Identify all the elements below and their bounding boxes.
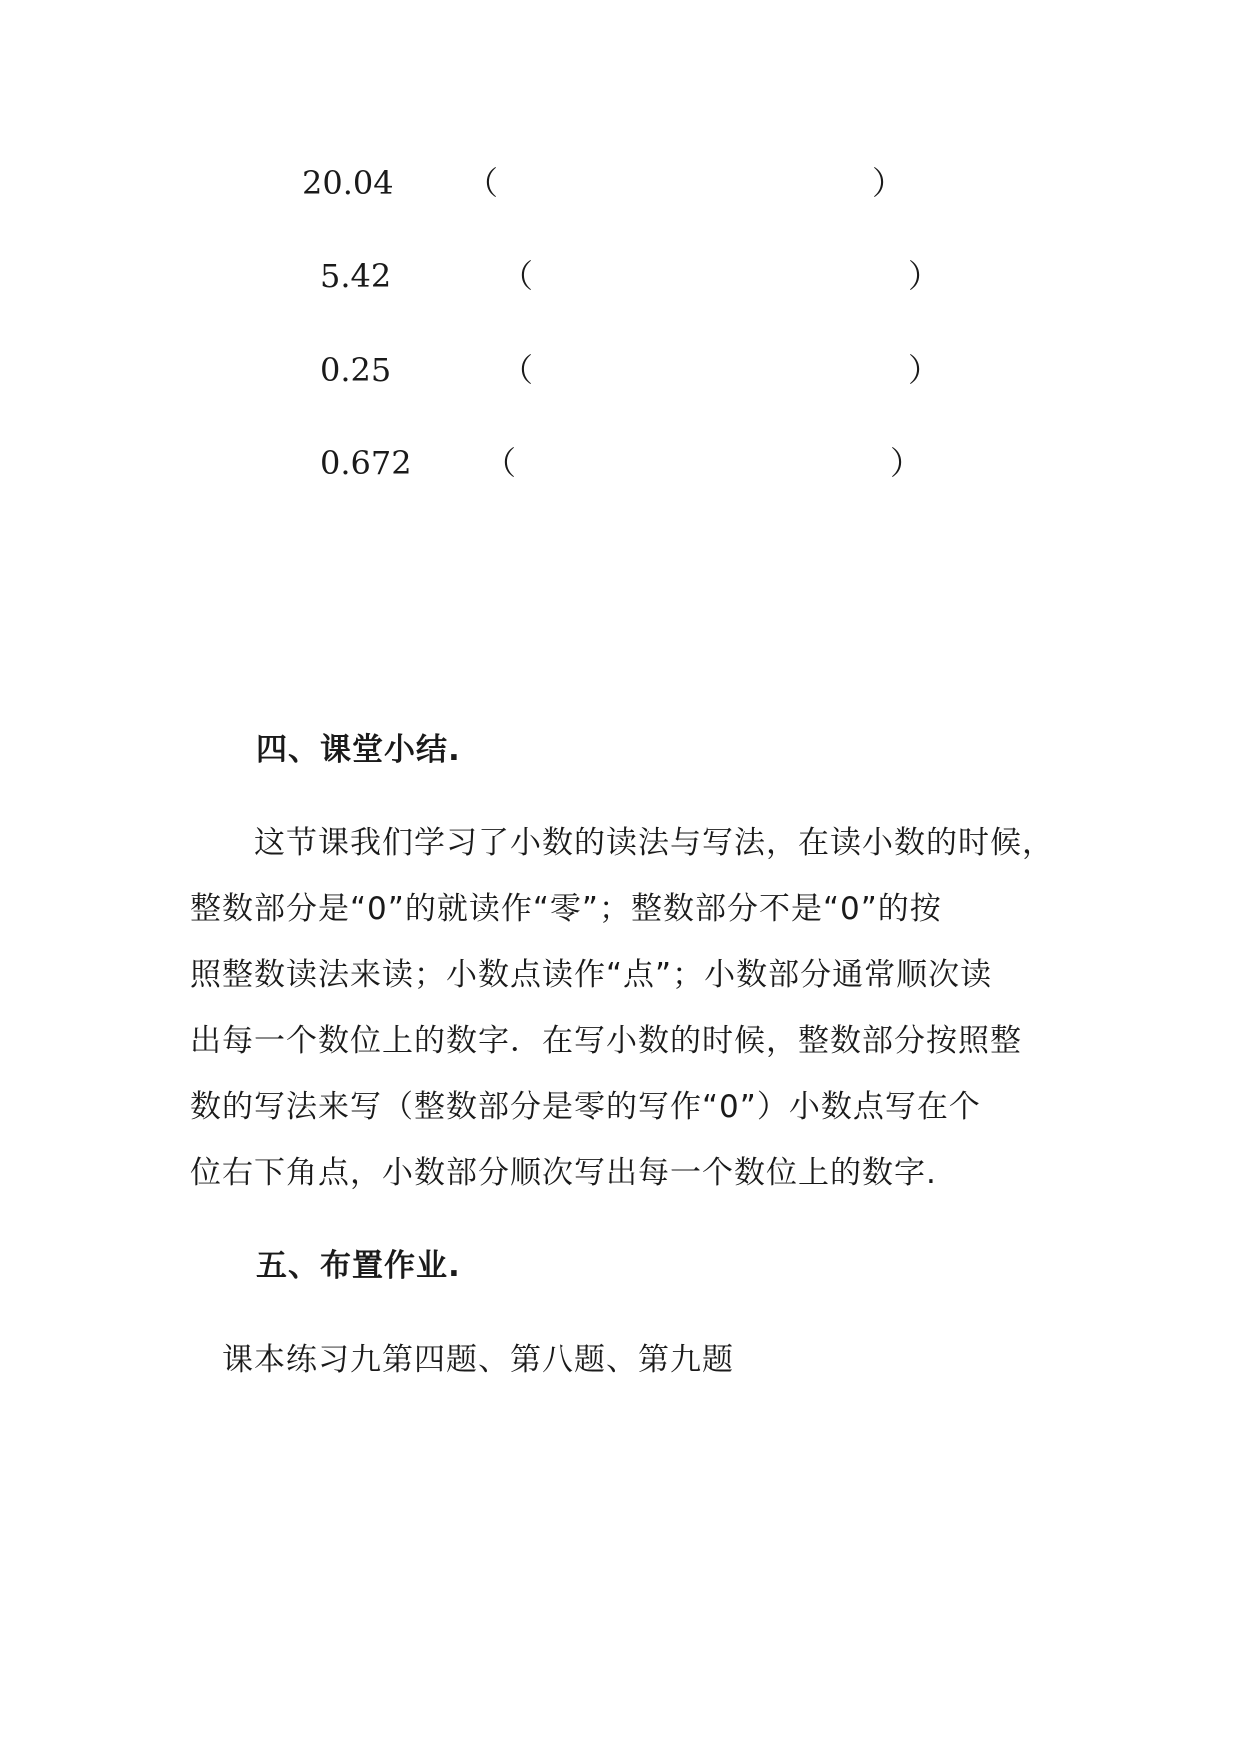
paragraph-line: 照整数读法来读；小数点读作“点”；小数部分通常顺次读 [190, 957, 993, 993]
exercise-number: 20.04 [302, 164, 394, 202]
paragraph-line: 出每一个数位上的数字．在写小数的时候，整数部分按照整 [190, 1023, 1022, 1059]
paragraph-line: 整数部分是“0”的就读作“零”；整数部分不是“0”的按 [190, 891, 942, 927]
answer-blank-open: （ [501, 351, 534, 389]
exercise-row [0, 158, 1241, 208]
answer-blank-close: ） [908, 257, 941, 295]
answer-blank-close: ） [872, 164, 905, 202]
exercise-number: 5.42 [320, 257, 392, 295]
paragraph-line: 位右下角点，小数部分顺次写出每一个数位上的数字. [190, 1155, 937, 1191]
answer-blank-open: （ [466, 164, 499, 202]
section-heading-homework: 五、布置作业. [256, 1248, 461, 1284]
answer-blank-close: ） [890, 444, 923, 482]
exercise-row [0, 251, 1241, 301]
section-heading-summary: 四、课堂小结. [256, 732, 461, 768]
paragraph-line: 这节课我们学习了小数的读法与写法，在读小数的时候， [190, 825, 1054, 861]
answer-blank-close: ） [908, 351, 941, 389]
exercise-number: 0.672 [320, 444, 412, 482]
homework-text: 课本练习九第四题、第八题、第九题 [222, 1342, 734, 1378]
answer-blank-open: （ [501, 257, 534, 295]
answer-blank-open: （ [484, 444, 517, 482]
exercise-number: 0.25 [320, 351, 392, 389]
exercise-row [0, 345, 1241, 395]
exercise-row [0, 438, 1241, 488]
paragraph-line: 数的写法来写（整数部分是零的写作“0”）小数点写在个 [190, 1089, 981, 1125]
